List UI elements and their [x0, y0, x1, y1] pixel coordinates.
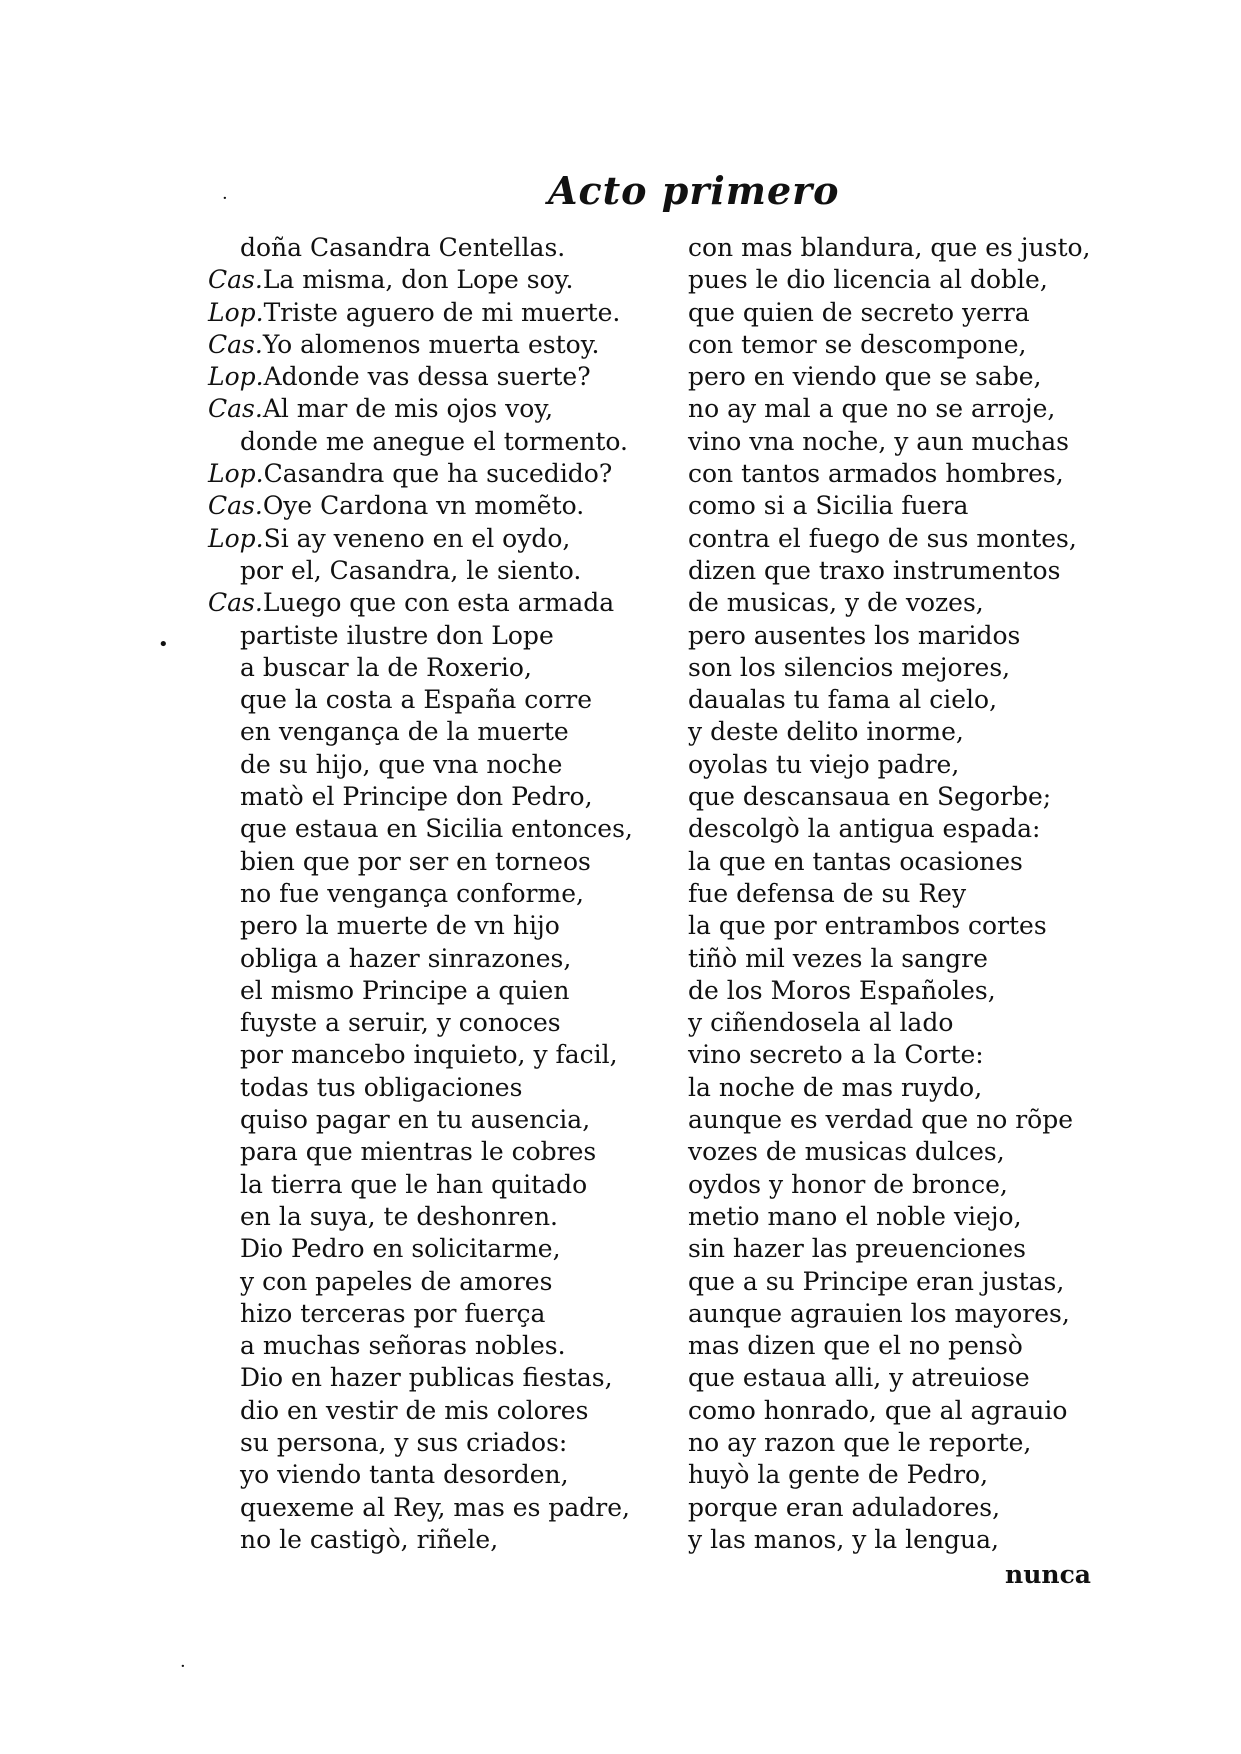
right-verse-column — [688, 232, 1108, 1556]
verse-line — [208, 652, 678, 684]
verse-line: no ay razon que le reporte, — [688, 1427, 1032, 1457]
verse-line: vozes de musicas dulces, — [688, 1137, 1005, 1167]
verse-line: la noche de mas ruydo, — [688, 1072, 983, 1102]
verse-line: no ay mal a que no se arroje, — [688, 394, 1056, 424]
verse-line — [208, 1427, 678, 1459]
verse-line — [208, 297, 678, 329]
verse-line — [208, 716, 678, 748]
verse-text: quiso pagar en tu ausencia, — [240, 1105, 591, 1135]
verse-line — [208, 1459, 678, 1491]
verse-text: Adonde vas dessa suerte? — [263, 362, 591, 392]
verse-line — [208, 620, 678, 652]
verse-line: la que en tantas ocasiones — [688, 846, 1023, 876]
verse-line: oyolas tu viejo padre, — [688, 749, 960, 779]
running-header — [548, 168, 840, 213]
verse-line: aunque es verdad que no rõpe — [688, 1105, 1073, 1135]
verse-text: Si ay veneno en el oydo, — [263, 523, 571, 553]
verse-line — [208, 910, 678, 942]
verse-line — [208, 1524, 678, 1556]
verse-text: la tierra que le han quitado — [240, 1169, 588, 1199]
verse-line: y deste delito inorme, — [688, 717, 964, 747]
verse-line — [208, 1136, 678, 1168]
verse-line: tiñò mil vezes la sangre — [688, 943, 988, 973]
speaker-label: Cas. — [208, 588, 263, 618]
verse-line: como honrado, que al agrauio — [688, 1395, 1068, 1425]
verse-line — [208, 846, 678, 878]
verse-line: pero ausentes los maridos — [688, 620, 1021, 650]
verse-text: Casandra que ha sucedido? — [263, 459, 613, 489]
left-verse-column — [208, 232, 678, 1556]
verse-text: hizo terceras por fuerça — [240, 1298, 546, 1328]
verse-line: son los silencios mejores, — [688, 652, 1011, 682]
verse-line — [208, 943, 678, 975]
verse-text: para que mientras le cobres — [240, 1137, 597, 1167]
verse-line — [208, 523, 678, 555]
verse-text: pero la muerte de vn hijo — [240, 911, 560, 941]
verse-line: con temor se descompone, — [688, 329, 1027, 359]
verse-line — [208, 1233, 678, 1265]
verse-text: dio en vestir de mis colores — [240, 1395, 589, 1425]
verse-line — [208, 426, 678, 458]
verse-line — [208, 749, 678, 781]
verse-text: su persona, y sus criados: — [240, 1427, 568, 1457]
verse-line: que descansaua en Segorbe; — [688, 782, 1052, 812]
verse-line — [208, 813, 678, 845]
verse-line — [208, 329, 678, 361]
verse-text: yo viendo tanta desorden, — [240, 1460, 569, 1490]
verse-line: descolgò la antigua espada: — [688, 814, 1041, 844]
verse-text: Yo alomenos muerta estoy. — [262, 329, 600, 359]
verse-line — [208, 264, 678, 296]
verse-line — [208, 555, 678, 587]
verse-line — [208, 1169, 678, 1201]
verse-text: que la costa a España corre — [240, 685, 593, 715]
verse-line — [208, 361, 678, 393]
verse-line: pero en viendo que se sabe, — [688, 362, 1042, 392]
verse-line — [208, 393, 678, 425]
verse-line: mas dizen que el no pensò — [688, 1331, 1023, 1361]
verse-line: pues le dio licencia al doble, — [688, 265, 1048, 295]
verse-line: que a su Principe eran justas, — [688, 1266, 1065, 1296]
verse-line — [208, 1039, 678, 1071]
verse-line — [208, 1298, 678, 1330]
speaker-label: Cas. — [208, 329, 263, 359]
verse-text: Dio en hazer publicas fiestas, — [240, 1363, 613, 1393]
page-mark: • — [158, 634, 169, 655]
verse-line — [208, 1201, 678, 1233]
verse-text: por mancebo inquieto, y facil, — [240, 1040, 618, 1070]
verse-line: de musicas, y de vozes, — [688, 588, 984, 618]
verse-line — [208, 490, 678, 522]
verse-line: metio mano el noble viejo, — [688, 1201, 1022, 1231]
verse-line: que estaua alli, y atreuiose — [688, 1363, 1030, 1393]
verse-line: como si a Sicilia fuera — [688, 491, 969, 521]
verse-text: en vengança de la muerte — [240, 717, 569, 747]
running-header-title: Acto primero — [548, 168, 840, 213]
verse-text: Luego que con esta armada — [262, 588, 615, 618]
verse-line: y ciñendosela al lado — [688, 1008, 954, 1038]
verse-text: a buscar la de Roxerio, — [240, 652, 532, 682]
verse-text: Al mar de mis ojos voy, — [262, 394, 554, 424]
speaker-label: Lop. — [208, 459, 264, 489]
verse-text: Oye Cardona vn momẽto. — [262, 491, 585, 521]
verse-line: daualas tu fama al cielo, — [688, 685, 998, 715]
verse-line: con tantos armados hombres, — [688, 459, 1064, 489]
verse-text: y con papeles de amores — [240, 1266, 553, 1296]
speaker-label: Lop. — [208, 362, 264, 392]
verse-text: Triste aguero de mi muerte. — [263, 297, 621, 327]
verse-line: y las manos, y la lengua, — [688, 1524, 999, 1554]
catchword: nunca — [1005, 1560, 1091, 1589]
verse-line — [208, 587, 678, 619]
verse-line — [208, 1072, 678, 1104]
verse-line — [208, 1492, 678, 1524]
verse-text: matò el Principe don Pedro, — [240, 782, 593, 812]
verse-line — [208, 975, 678, 1007]
verse-line — [208, 1362, 678, 1394]
verse-text: no le castigò, riñele, — [240, 1524, 499, 1554]
verse-line: dizen que traxo instrumentos — [688, 555, 1061, 585]
verse-text: no fue vengança conforme, — [240, 878, 584, 908]
verse-line: sin hazer las preuenciones — [688, 1234, 1026, 1264]
verse-text: partiste ilustre don Lope — [240, 620, 554, 650]
verse-text: doña Casandra Centellas. — [240, 233, 566, 262]
page-mark: · — [180, 1656, 186, 1677]
verse-text: fuyste a seruir, y conoces — [240, 1008, 561, 1038]
speaker-label: Lop. — [208, 297, 264, 327]
verse-text: bien que por ser en torneos — [240, 846, 591, 876]
verse-line: de los Moros Españoles, — [688, 975, 996, 1005]
speaker-label: Cas. — [208, 265, 263, 295]
verse-text: quexeme al Rey, mas es padre, — [240, 1492, 630, 1522]
speaker-label: Cas. — [208, 491, 263, 521]
verse-line — [208, 1395, 678, 1427]
verse-text: por el, Casandra, le siento. — [240, 555, 582, 585]
verse-text: de su hijo, que vna noche — [240, 749, 563, 779]
verse-line: con mas blandura, que es justo, — [688, 233, 1091, 262]
verse-line — [208, 458, 678, 490]
verse-text: Dio Pedro en solicitarme, — [240, 1234, 561, 1264]
verse-text: que estaua en Sicilia entonces, — [240, 814, 633, 844]
verse-line: aunque agrauien los mayores, — [688, 1298, 1070, 1328]
verse-line — [208, 1266, 678, 1298]
verse-text: todas tus obligaciones — [240, 1072, 523, 1102]
verse-text: La misma, don Lope soy. — [262, 265, 574, 295]
verse-line — [208, 1330, 678, 1362]
verse-line: oydos y honor de bronce, — [688, 1169, 1008, 1199]
verse-line: fue defensa de su Rey — [688, 878, 967, 908]
verse-line — [208, 1104, 678, 1136]
verse-line: la que por entrambos cortes — [688, 911, 1047, 941]
verse-line — [208, 1007, 678, 1039]
verse-line: porque eran aduladores, — [688, 1492, 1001, 1522]
verse-line — [208, 684, 678, 716]
verse-line: vino secreto a la Corte: — [688, 1040, 984, 1070]
verse-line: contra el fuego de sus montes, — [688, 523, 1077, 553]
verse-line: huyò la gente de Pedro, — [688, 1460, 989, 1490]
verse-text: a muchas señoras nobles. — [240, 1331, 566, 1361]
verse-text: en la suya, te deshonren. — [240, 1201, 559, 1231]
verse-text: obliga a hazer sinrazones, — [240, 943, 572, 973]
verse-line — [208, 781, 678, 813]
verse-text: el mismo Principe a quien — [240, 975, 570, 1005]
verse-text: donde me anegue el tormento. — [240, 426, 628, 456]
speaker-label: Cas. — [208, 394, 263, 424]
speaker-label: Lop. — [208, 523, 264, 553]
page-mark: · — [222, 188, 228, 209]
verse-line: que quien de secreto yerra — [688, 297, 1030, 327]
verse-line — [208, 232, 678, 264]
verse-line: vino vna noche, y aun muchas — [688, 426, 1070, 456]
verse-line — [208, 878, 678, 910]
